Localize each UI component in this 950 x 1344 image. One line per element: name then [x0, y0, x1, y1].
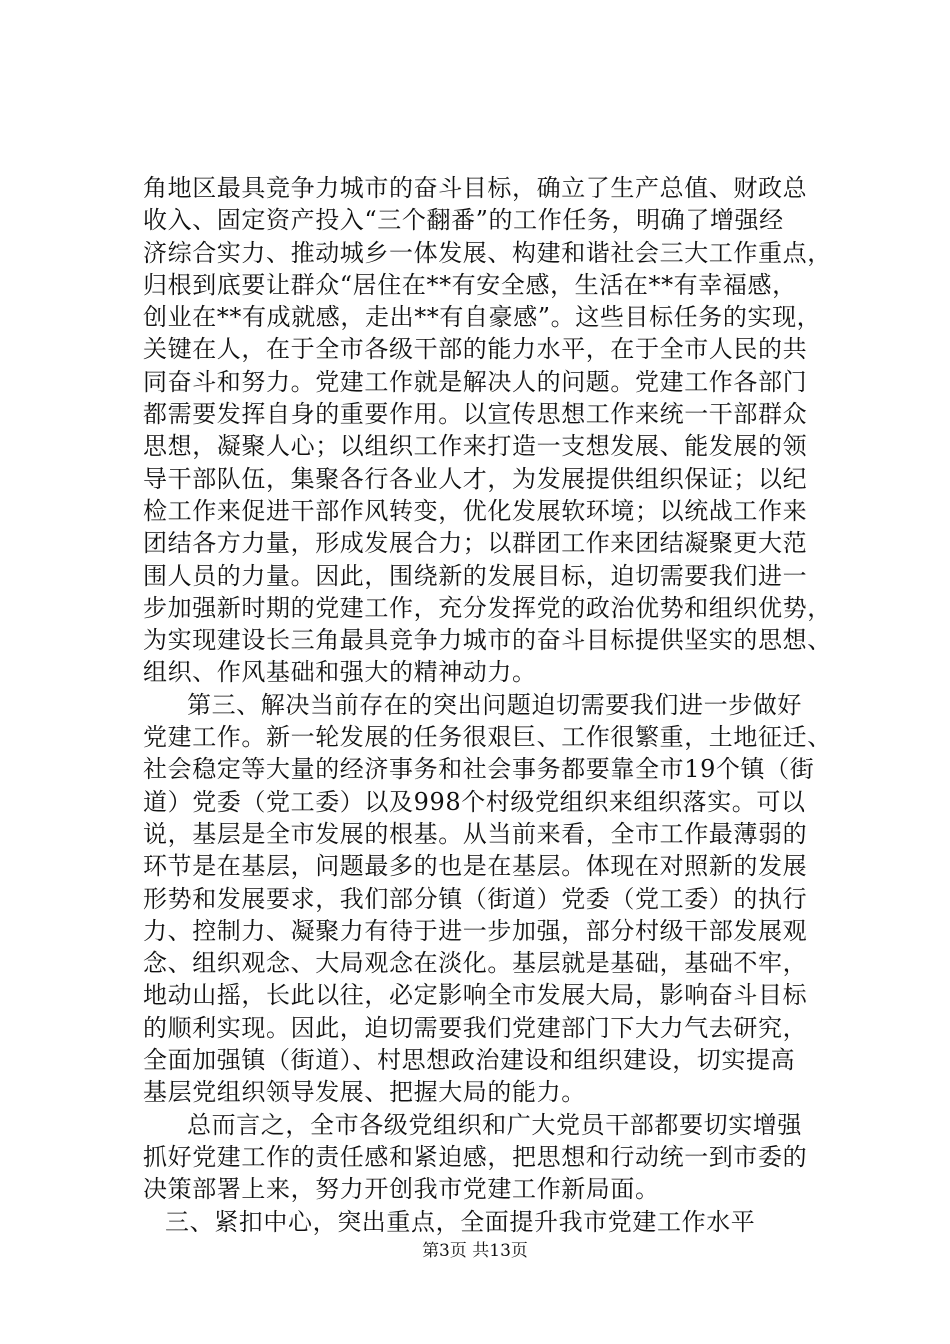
text-line: 思想，凝聚人心；以组织工作来打造一支想发展、能发展的领: [143, 432, 808, 461]
text-line: 环节是在基层，问题最多的也是在基层。体现在对照新的发展: [143, 852, 808, 881]
text-line: 济综合实力、推动城乡一体发展、构建和谐社会三大工作重点，: [143, 238, 832, 267]
text-line: 组织、作风基础和强大的精神动力。: [143, 658, 537, 687]
text-line: 说，基层是全市发展的根基。从当前来看，全市工作最薄弱的: [143, 819, 808, 848]
text-line: 的顺利实现。因此，迫切需要我们党建部门下大力气去研究，: [143, 1013, 808, 1042]
text-line: 围人员的力量。因此，围绕新的发展目标，迫切需要我们进一: [143, 561, 808, 590]
text-line: 道）党委（党工委）以及998个村级党组织来组织落实。可以: [143, 787, 806, 816]
text-line: 社会稳定等大量的经济事务和社会事务都要靠全市19个镇（街: [143, 755, 815, 784]
text-line: 检工作来促进干部作风转变，优化发展软环境；以统战工作来: [143, 496, 808, 525]
page-number-footer: 第3页 共13页: [422, 1241, 528, 1261]
text-line: 地动山摇，长此以往，必定影响全市发展大局，影响奋斗目标: [143, 981, 808, 1010]
text-line: 都需要发挥自身的重要作用。以宣传思想工作来统一干部群众: [143, 400, 808, 429]
text-line: 全面加强镇（街道）、村思想政治建设和组织建设，切实提高: [143, 1046, 796, 1075]
section-heading: 三、紧扣中心，突出重点，全面提升我市党建工作水平: [165, 1207, 756, 1236]
text-line: 决策部署上来，努力开创我市党建工作新局面。: [143, 1175, 660, 1204]
text-line: 收入、固定资产投入“三个翻番”的工作任务，明确了增强经: [143, 206, 784, 235]
text-line: 力、控制力、凝聚力有待于进一步加强，部分村级干部发展观: [143, 916, 808, 945]
text-line: 党建工作。新一轮发展的任务很艰巨、工作很繁重，土地征迁、: [143, 723, 832, 752]
paragraph-start-line: 第三、解决当前存在的突出问题迫切需要我们进一步做好: [187, 690, 802, 719]
text-line: 同奋斗和努力。党建工作就是解决人的问题。党建工作各部门: [143, 367, 808, 396]
text-line: 基层党组织领导发展、把握大局的能力。: [143, 1078, 586, 1107]
text-line: 步加强新时期的党建工作，充分发挥党的政治优势和组织优势，: [143, 593, 832, 622]
text-line: 念、组织观念、大局观念在淡化。基层就是基础，基础不牢，: [143, 949, 808, 978]
text-line: 归根到底要让群众“居住在**有安全感，生活在**有幸福感，: [143, 270, 797, 299]
text-line: 角地区最具竞争力城市的奋斗目标，确立了生产总值、财政总: [143, 174, 808, 202]
text-line: 关键在人，在于全市各级干部的能力水平，在于全市人民的共: [143, 335, 808, 364]
text-line: 形势和发展要求，我们部分镇（街道）党委（党工委）的执行: [143, 884, 808, 913]
text-line: 创业在**有成就感，走出**有自豪感”。这些目标任务的实现，: [143, 303, 822, 332]
text-line: 为实现建设长三角最具竞争力城市的奋斗目标提供坚实的思想、: [143, 626, 832, 655]
text-line: 导干部队伍，集聚各行各业人才，为发展提供组织保证；以纪: [143, 464, 808, 493]
paragraph-start-line: 总而言之，全市各级党组织和广大党员干部都要切实增强: [187, 1110, 802, 1139]
text-line: 团结各方力量，形成发展合力；以群团工作来团结凝聚更大范: [143, 529, 808, 558]
text-line: 抓好党建工作的责任感和紧迫感，把思想和行动统一到市委的: [143, 1142, 808, 1171]
document-body: [143, 172, 843, 1238]
